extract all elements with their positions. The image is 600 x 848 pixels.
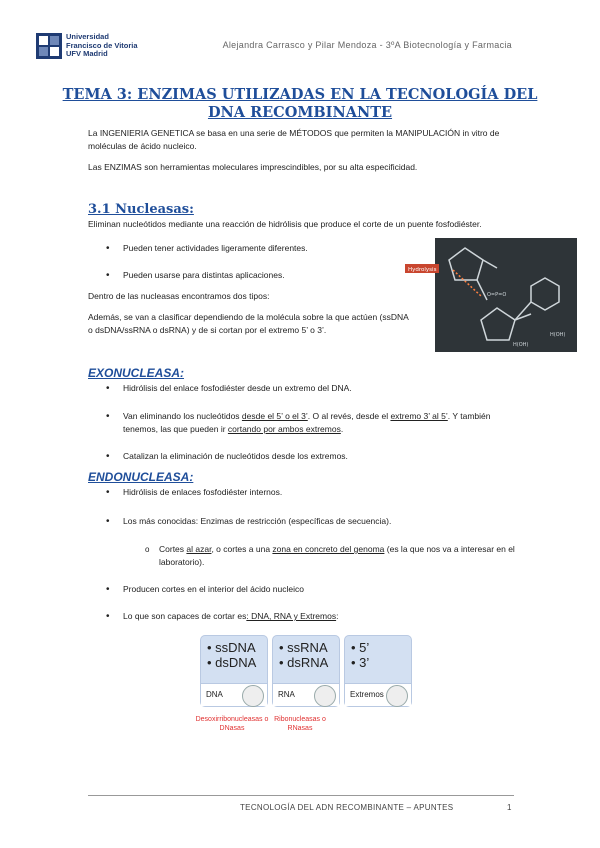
exo-bullet-3: • Catalizan la eliminación de nucleótidos desde los extremos.	[123, 450, 523, 463]
intro-paragraph-1: La INGENIERIA GENETICA se basa en una serie de MÉTODOS que permiten la MANIPULACIÓN in vitro de moléculas de ácido nucleico.	[88, 128, 500, 151]
enzyme-icon	[314, 685, 336, 707]
nuclease-bullet-2: • Pueden usarse para distintas aplicaciones.	[123, 269, 413, 282]
endonuclease-heading: ENDONUCLEASA:	[88, 470, 194, 484]
logo-mark-icon	[36, 33, 62, 59]
hydrolysis-label: Hydrolysis	[408, 267, 437, 273]
types-detail: Además, se van a clasificar dependiendo de la molécula sobre la que actúen (ssDNA o dsDNA/ssRNA o dsRNA) y de si cortan por el extremo 5’ o 3’.	[88, 312, 409, 335]
types-intro: Dentro de las nucleasas encontramos dos tipos:	[88, 291, 270, 301]
section-heading: 3.1 Nucleasas:	[88, 202, 194, 217]
exo-bullet-2: • Van eliminando los nucleótidos desde el 5’ o el 3’. O al revés, desde el extremo 3’ al 5’. Y también tenemos, las que pueden ir cortando por ambos extremos.	[123, 410, 523, 436]
exonuclease-heading: EXONUCLEASA:	[88, 366, 185, 380]
card-extremos: • 5’ • 3’ Extremos	[344, 635, 412, 707]
page-title: TEMA 3: ENZIMAS UTILIZADAS EN LA TECNOLOGÍA DEL DNA RECOMBINANTE	[62, 86, 538, 121]
header-authors: Alejandra Carrasco y Pilar Mendoza - 3ºA Biotecnología y Farmacia	[222, 40, 512, 50]
svg-text:H(OH): H(OH)	[550, 332, 566, 338]
footer-divider	[88, 795, 514, 796]
rnasas-note: Ribonucleasas o RNasas	[274, 716, 326, 732]
card-rna: • ssRNA • dsRNA RNA	[272, 635, 340, 707]
logo-text: Universidad Francisco de Vitoria UFV Madrid	[66, 32, 138, 58]
nuclease-bullet-1: • Pueden tener actividades ligeramente diferentes.	[123, 242, 413, 255]
enzyme-icon	[386, 685, 408, 707]
endo-bullet-3: • Producen cortes en el interior del ácido nucleico	[123, 583, 523, 596]
nucleic-acid-cards	[200, 635, 410, 705]
page-number: 1	[507, 803, 512, 812]
section-description: Eliminan nucleótidos mediante una reacción de hidrólisis que produce el corte de un puente fosfodiéster.	[88, 219, 482, 229]
intro-paragraph-2: Las ENZIMAS son herramientas moleculares imprescindibles, por su alta especificidad.	[88, 162, 418, 172]
university-logo	[36, 33, 146, 59]
hydrolysis-figure	[408, 238, 577, 352]
endo-bullet-4: • Lo que son capaces de cortar es: DNA, RNA y Extremos:	[123, 610, 523, 623]
footer-text: TECNOLOGÍA DEL ADN RECOMBINANTE – APUNTES	[240, 803, 454, 812]
card-dna: • ssDNA • dsDNA DNA	[200, 635, 268, 707]
svg-text:O=P=O: O=P=O	[487, 292, 507, 298]
svg-text:H(OH): H(OH)	[513, 342, 529, 348]
dnasas-note: Desoxirribonucleasas o DNasas	[195, 716, 269, 732]
endo-bullet-1: • Hidrólisis de enlaces fosfodiéster internos.	[123, 486, 523, 499]
endo-subbullet: o Cortes al azar, o cortes a una zona en concreto del genoma (es la que nos va a interesar en el laboratorio).	[159, 543, 524, 569]
enzyme-icon	[242, 685, 264, 707]
endo-bullet-2: • Los más conocidas: Enzimas de restricción (específicas de secuencia).	[123, 515, 523, 528]
exo-bullet-1: • Hidrólisis del enlace fosfodiéster desde un extremo del DNA.	[123, 382, 523, 395]
